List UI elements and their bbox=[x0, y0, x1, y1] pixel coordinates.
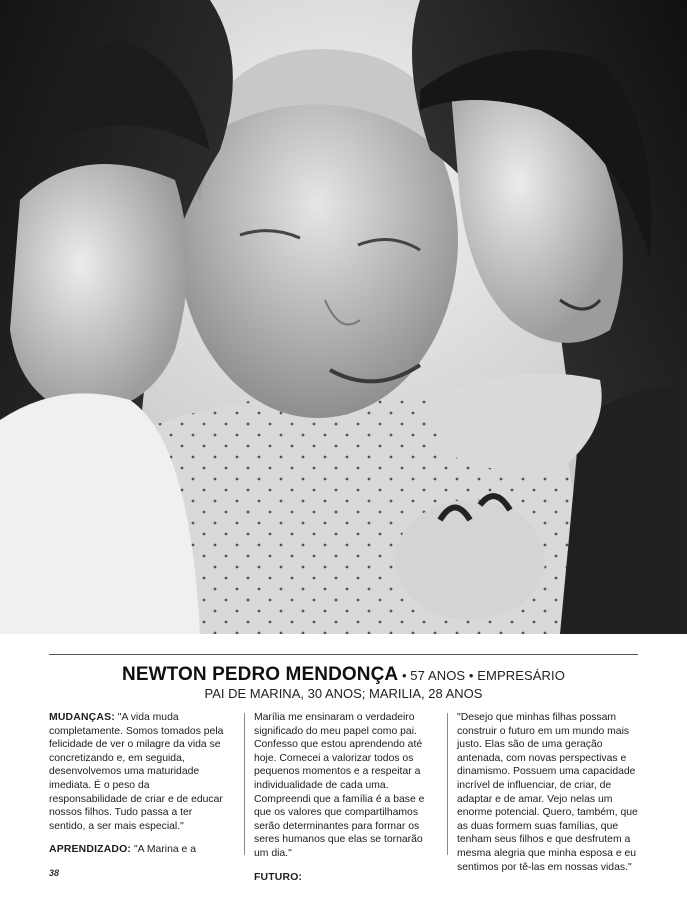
person-subtitle: PAI DE MARINA, 30 ANOS; MARILIA, 28 ANOS bbox=[204, 686, 483, 701]
text-column-3 bbox=[457, 711, 638, 884]
text-column-1 bbox=[49, 711, 229, 867]
header-rule bbox=[49, 654, 638, 655]
person-name: NEWTON PEDRO MENDONÇA bbox=[122, 664, 399, 685]
aprendizado-continued: Marília me ensinaram o verdadeiro significado do meu papel como pai. Confesso que estou aprendendo até hoje. Comecei a valorizar todos os pequenos momentos e a respeitar a individualidade de cada uma. Compreendi que a família é a base e que os valores que compartilhamos serão determinantes para formar os seres humanos que elas se tornarão um dia." bbox=[254, 712, 425, 859]
column-divider bbox=[447, 713, 448, 855]
futuro-label: FUTURO: bbox=[254, 871, 303, 883]
aprendizado-text: "A Marina e a bbox=[131, 844, 196, 856]
column-divider bbox=[244, 713, 245, 855]
mudancas-paragraph bbox=[49, 711, 229, 833]
futuro-paragraph bbox=[254, 871, 437, 885]
person-meta: • 57 ANOS • EMPRESÁRIO bbox=[398, 668, 565, 683]
mudancas-label: MUDANÇAS: bbox=[49, 712, 115, 723]
text-column-2 bbox=[254, 711, 437, 894]
mudancas-text: "A vida muda completamente. Somos tomados pela felicidade de ver o milagre da vida se concretizando e, em seguida, desenvolvemos uma maturidade imediata. É o peso da responsabilidade de criar e de educar nossos filhos. Tudo passa a ter sentido, a ser mais especial." bbox=[49, 712, 224, 832]
aprendizado-label: APRENDIZADO: bbox=[49, 844, 132, 856]
aprendizado-paragraph bbox=[49, 843, 229, 857]
futuro-continued: "Desejo que minhas filhas possam construir o futuro em um mundo mais justo. Elas são de uma geração antenada, com novas perspectivas e dinamismo. Possuem uma capacidade incrível de influenciar, de criar, de adaptar e de amar. Vejo nelas um enorme potencial. Quero, também, que as duas formem suas famílias, que tenham seus filhos e que desfrutem a mesma alegria que minha esposa e eu sentimos por tê-las em nossas vidas." bbox=[457, 712, 638, 873]
page-number: 38 bbox=[49, 868, 60, 878]
article-headline bbox=[0, 664, 687, 686]
